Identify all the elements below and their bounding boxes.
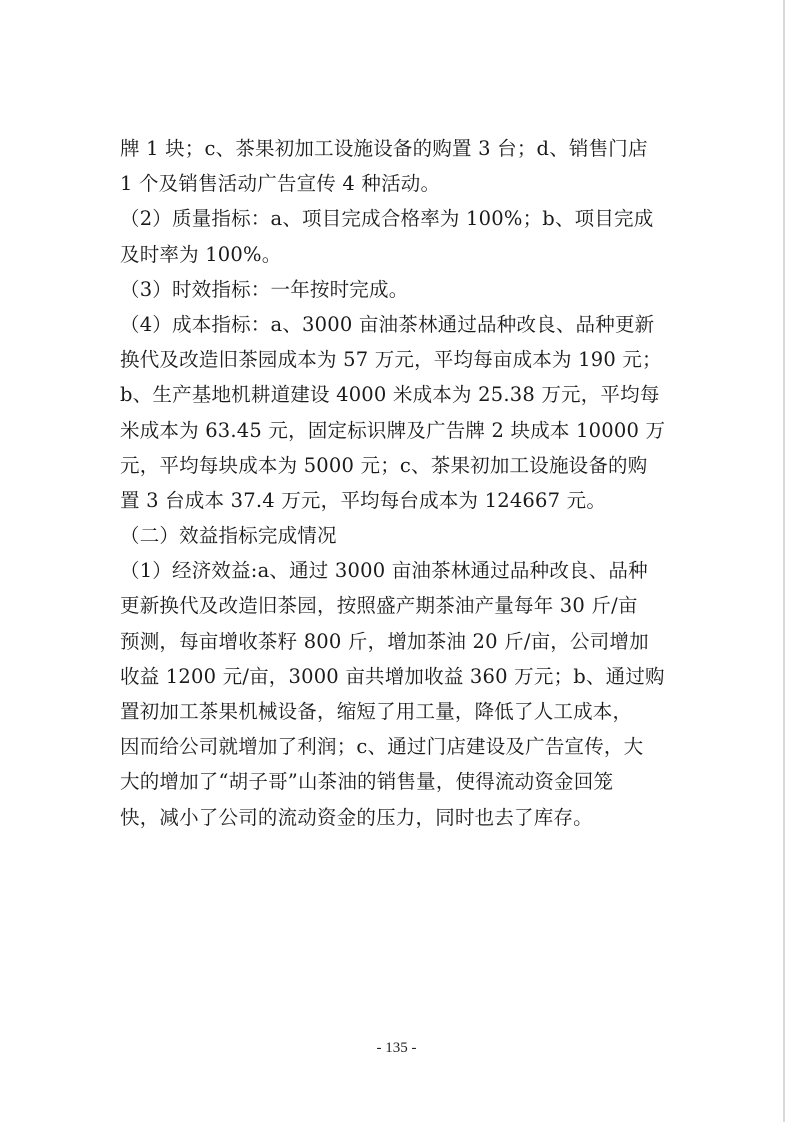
text-line: 大的增加了“胡子哥”山茶油的销售量，使得流动资金回笼 (120, 770, 614, 794)
section-heading: （二）效益指标完成情况 (120, 524, 337, 548)
text-line: （3）时效指标：一年按时完成。 (120, 277, 409, 301)
document-body (120, 131, 680, 835)
text-line: 元，平均每块成本为 5000 元；c、茶果初加工设施设备的购 (120, 453, 648, 477)
text-line: 换代及改造旧茶园成本为 57 万元，平均每亩成本为 190 元； (120, 348, 662, 372)
text-line: 米成本为 63.45 元，固定标识牌及广告牌 2 块成本 10000 万 (120, 418, 666, 442)
text-line: 置初加工茶果机械设备，缩短了用工量，降低了人工成本， (120, 700, 633, 723)
text-line: 预测，每亩增收茶籽 800 斤，增加茶油 20 斤/亩，公司增加 (120, 629, 649, 653)
text-line: （1）经济效益:a、通过 3000 亩油茶林通过品种改良、品种 (120, 559, 648, 583)
page-number: - 135 - (376, 1040, 417, 1056)
text-line: b、生产基地机耕道建设 4000 米成本为 25.38 万元，平均每 (120, 383, 660, 407)
text-line: 1 个及销售活动广告宣传 4 种活动。 (120, 172, 441, 196)
text-line: （4）成本指标：a、3000 亩油茶林通过品种改良、品种更新 (120, 312, 655, 336)
text-line: 牌 1 块；c、茶果初加工设施设备的购置 3 台；d、销售门店 (120, 137, 648, 160)
text-line: 及时率为 100%。 (120, 242, 282, 266)
text-line: 因而给公司就增加了利润；c、通过门店建设及广告宣传，大 (120, 735, 644, 759)
text-line: 置 3 台成本 37.4 万元，平均每台成本为 124667 元。 (120, 488, 607, 512)
page-edge (783, 0, 785, 1122)
text-line: 收益 1200 元/亩，3000 亩共增加收益 360 万元；b、通过购 (120, 664, 665, 688)
text-line: 更新换代及改造旧茶园，按照盛产期茶油产量每年 30 斤/亩 (120, 594, 638, 618)
text-line: （2）质量指标：a、项目完成合格率为 100%；b、项目完成 (120, 207, 654, 231)
text-line: 快，减小了公司的流动资金的压力，同时也去了库存。 (120, 805, 593, 829)
